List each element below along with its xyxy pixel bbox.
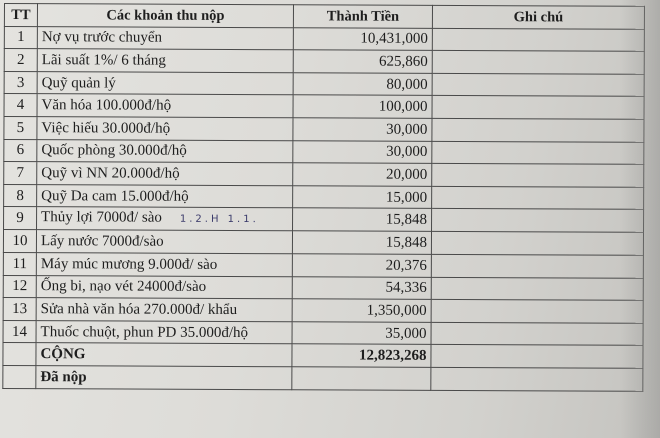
table-row: [3, 252, 643, 277]
table-row: [4, 116, 644, 141]
row-amount: 15,848: [293, 208, 432, 232]
total-amount: 12,823,268: [292, 344, 431, 367]
row-amount: 80,000: [293, 73, 432, 96]
paid-tt-cell: [3, 365, 36, 388]
row-item-cell: [37, 117, 293, 141]
row-number: 8: [4, 184, 37, 207]
paid-note-cell: [431, 367, 643, 391]
row-number: 12: [3, 275, 36, 298]
total-note-cell: [431, 345, 643, 369]
total-tt-cell: [3, 343, 36, 366]
row-amount: 30,000: [293, 140, 432, 163]
row-item-cell: [37, 49, 293, 73]
row-note: [431, 232, 643, 256]
row-note: [432, 51, 644, 75]
row-note: [431, 322, 643, 346]
header-note: Ghi chú: [432, 5, 644, 29]
row-number: 14: [3, 320, 36, 343]
row-item-cell: [36, 275, 292, 299]
row-item: Thủy lợi 7000đ/ sào: [41, 209, 162, 227]
row-amount: 100,000: [293, 95, 432, 118]
row-amount: 54,336: [292, 276, 431, 299]
row-item: Máy múc mương 9.000đ/ sào: [40, 255, 218, 273]
row-number: 7: [4, 162, 37, 185]
row-note: [432, 28, 644, 52]
table-row: [4, 139, 644, 164]
row-item: Lấy nước 7000đ/sào: [40, 233, 164, 250]
paid-row: [3, 365, 643, 390]
row-note: [432, 73, 644, 97]
row-number: 9: [4, 207, 37, 230]
row-amount: 625,860: [293, 50, 432, 73]
row-note: [432, 209, 644, 233]
row-amount: 10,431,000: [293, 27, 432, 50]
total-row: [3, 343, 643, 368]
table-row: [4, 207, 644, 233]
row-item-cell: [36, 298, 292, 322]
row-note: [432, 141, 644, 165]
row-item-cell: [37, 162, 293, 186]
table-row: [4, 49, 644, 74]
row-item-cell: [36, 320, 292, 344]
row-number: 11: [3, 252, 36, 275]
row-note: [432, 118, 644, 142]
row-item: Quỹ quản lý: [41, 74, 116, 92]
table-row: [3, 230, 643, 255]
header-amount: Thành Tiền: [293, 5, 432, 28]
row-item-cell: [37, 184, 293, 208]
handwritten-note: 1.2.H 1.1.: [179, 214, 259, 226]
row-item: Thuốc chuột, phun PD 35.000đ/hộ: [40, 323, 249, 341]
row-number: 2: [4, 49, 37, 72]
row-amount: 20,376: [292, 254, 431, 277]
table-body: [3, 26, 644, 346]
table-row: [4, 94, 644, 119]
row-item-cell: [36, 230, 292, 254]
header-item: Các khoản thu nộp: [37, 4, 293, 28]
row-item: Ống bi, nạo vét 24000đ/sào: [40, 278, 207, 296]
row-item-cell: [37, 139, 293, 163]
row-note: [431, 277, 643, 301]
paid-amount: [292, 367, 431, 390]
table-header-row: [4, 4, 644, 29]
row-note: [432, 96, 644, 120]
header-tt: TT: [4, 4, 37, 27]
table-row: [4, 71, 644, 96]
paid-label: Đã nộp: [36, 366, 292, 390]
row-item: Quỹ vì NN 20.000đ/hộ: [41, 165, 180, 182]
row-item: Quỹ Da cam 15.000đ/hộ: [41, 187, 189, 205]
row-number: 3: [4, 71, 37, 94]
row-note: [431, 254, 643, 278]
row-item: Việc hiếu 30.000đ/hộ: [41, 119, 171, 137]
row-item-cell: [37, 207, 293, 231]
row-item-cell: [36, 253, 292, 277]
row-item-cell: [37, 26, 293, 50]
row-number: 4: [4, 94, 37, 117]
row-amount: 35,000: [292, 321, 431, 344]
table-row: [4, 26, 644, 51]
row-item-cell: [37, 94, 293, 118]
row-item: Sửa nhà văn hóa 270.000đ/ khẩu: [40, 301, 238, 318]
row-number: 13: [3, 298, 36, 321]
row-item: Lãi suất 1%/ 6 tháng: [41, 52, 166, 69]
row-amount: 15,000: [293, 186, 432, 209]
row-number: 10: [3, 230, 36, 253]
total-label: CỘNG: [36, 343, 292, 367]
row-item: Quốc phòng 30.000đ/hộ: [41, 142, 187, 160]
row-amount: 20,000: [293, 163, 432, 186]
row-amount: 15,848: [292, 231, 431, 254]
table-row: [3, 275, 643, 300]
row-number: 1: [4, 26, 37, 49]
row-number: 5: [4, 116, 37, 139]
fees-table: [2, 3, 645, 391]
row-item-cell: [37, 71, 293, 95]
row-item: Nợ vụ trước chuyển: [41, 29, 163, 47]
table-row: [4, 162, 644, 187]
row-number: 6: [4, 139, 37, 162]
table-row: [4, 184, 644, 209]
row-amount: 30,000: [293, 118, 432, 141]
table-row: [3, 298, 643, 323]
table-row: [3, 320, 643, 345]
row-note: [432, 164, 644, 188]
row-item: Văn hóa 100.000đ/hộ: [41, 97, 172, 114]
row-note: [431, 299, 643, 323]
row-amount: 1,350,000: [292, 299, 431, 322]
row-note: [432, 186, 644, 210]
